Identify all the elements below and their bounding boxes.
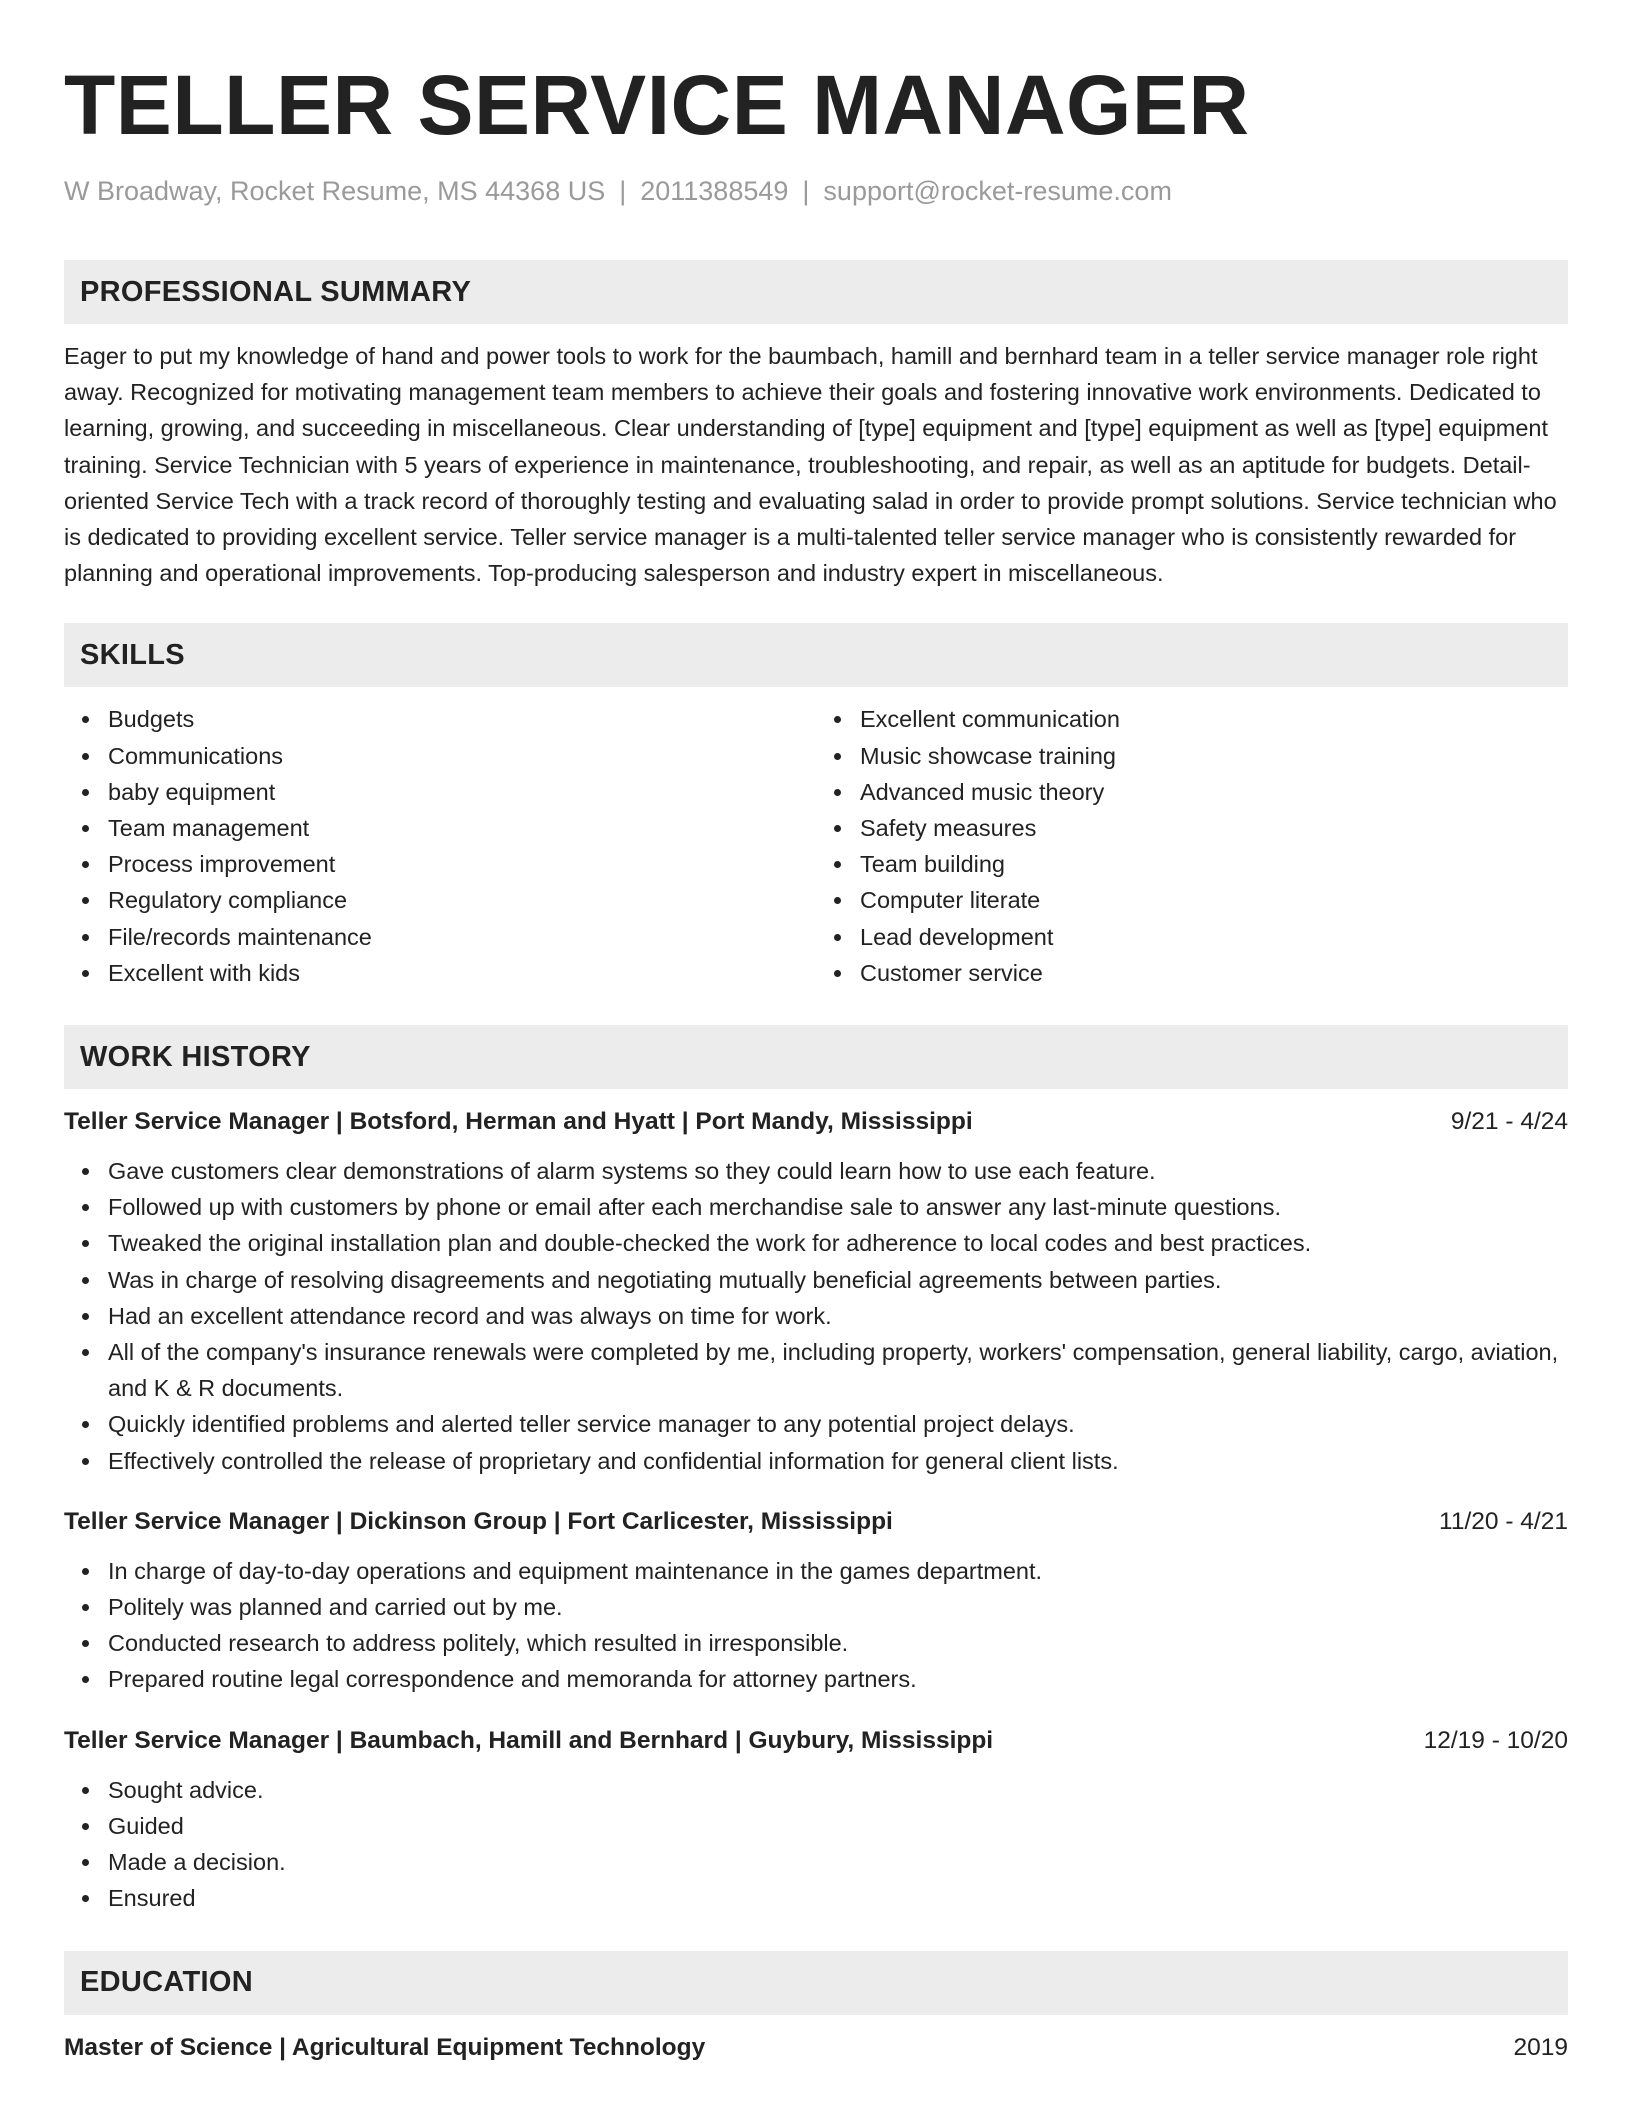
job-bullet: Sought advice. — [108, 1772, 1568, 1808]
job-bullet: Conducted research to address politely, which resulted in irresponsible. — [108, 1625, 1568, 1661]
job-bullet: Ensured — [108, 1880, 1568, 1916]
skill-item: Safety measures — [860, 810, 1568, 846]
education-heading: EDUCATION — [64, 1951, 1568, 2015]
work-history-heading: WORK HISTORY — [64, 1025, 1568, 1089]
contact-separator: | — [619, 176, 627, 206]
skill-item: Regulatory compliance — [108, 882, 816, 918]
skill-item: Team building — [860, 846, 1568, 882]
skill-item: baby equipment — [108, 774, 816, 810]
skill-item: Budgets — [108, 701, 816, 737]
job-bullet: Guided — [108, 1808, 1568, 1844]
skill-item: Computer literate — [860, 882, 1568, 918]
resume-title: TELLER SERVICE MANAGER — [64, 58, 1250, 152]
job-bullet: Tweaked the original installation plan and double-checked the work for adherence to local codes and best practices. — [108, 1225, 1568, 1261]
skills-list — [64, 701, 1568, 991]
job-entry — [64, 1105, 1568, 1479]
job-title: Teller Service Manager | Baumbach, Hamill and Bernhard | Guybury, Mississippi — [64, 1726, 994, 1754]
education-degree: Master of Science | Agricultural Equipment Technology — [64, 2033, 706, 2061]
contact-phone: 2011388549 — [640, 176, 789, 206]
skill-item: Excellent with kids — [108, 955, 816, 991]
skill-item: Advanced music theory — [860, 774, 1568, 810]
skills-column-left — [64, 701, 816, 991]
job-bullet: Politely was planned and carried out by me. — [108, 1589, 1568, 1625]
contact-line — [64, 174, 1568, 208]
job-bullet: In charge of day-to-day operations and equipment maintenance in the games department. — [108, 1553, 1568, 1589]
skill-item: Process improvement — [108, 846, 816, 882]
job-bullet: Quickly identified problems and alerted teller service manager to any potential project delays. — [108, 1406, 1568, 1442]
job-bullet: Made a decision. — [108, 1844, 1568, 1880]
education-entry — [64, 2031, 1568, 2065]
job-bullets — [64, 1772, 1568, 1917]
job-dates: 9/21 - 4/24 — [1450, 1108, 1568, 1136]
job-title: Teller Service Manager | Botsford, Herman and Hyatt | Port Mandy, Mississippi — [64, 1108, 973, 1136]
skill-item: Music showcase training — [860, 738, 1568, 774]
summary-text: Eager to put my knowledge of hand and power tools to work for the baumbach, hamill and bernhard team in a teller service manager role right away. Recognized for motivating management team members to achieve their goals and fostering innovative work environments. Dedicated to learning, growing, and succeeding in miscellaneous. Clear understanding of [type] equipment and [type] equipment as well as [type] equipment training. Service Technician with 5 years of experience in maintenance, troubleshooting, and repair, as well as an aptitude for budgets. Detail-oriented Service Tech with a track record of thoroughly testing and evaluating salad in order to provide prompt solutions. Service technician who is dedicated to providing excellent service. Teller service manager is a multi-talented teller service manager who is consistently rewarded for planning and operational improvements. Top-producing salesperson and industry expert in miscellaneous. — [64, 343, 1557, 587]
job-bullet: Effectively controlled the release of proprietary and confidential information for general client lists. — [108, 1443, 1568, 1479]
resume-page — [64, 0, 1568, 2065]
job-bullet: Was in charge of resolving disagreements and negotiating mutually beneficial agreements between parties. — [108, 1262, 1568, 1298]
job-entry — [64, 1505, 1568, 1698]
skills-heading: SKILLS — [64, 623, 1568, 687]
job-dates: 11/20 - 4/21 — [1439, 1507, 1568, 1535]
education-year: 2019 — [1513, 2033, 1568, 2061]
skills-column-right — [816, 701, 1568, 991]
job-bullet: Prepared routine legal correspondence and memoranda for attorney partners. — [108, 1661, 1568, 1697]
skill-item: Team management — [108, 810, 816, 846]
contact-separator: | — [802, 176, 810, 206]
skill-item: Customer service — [860, 955, 1568, 991]
contact-email: support@rocket-resume.com — [823, 176, 1172, 206]
skill-item: Excellent communication — [860, 701, 1568, 737]
job-header — [64, 1105, 1568, 1139]
contact-address: W Broadway, Rocket Resume, MS 44368 US — [64, 176, 606, 206]
skill-item: File/records maintenance — [108, 919, 816, 955]
job-bullets — [64, 1553, 1568, 1698]
job-dates: 12/19 - 10/20 — [1423, 1726, 1568, 1754]
job-header — [64, 1724, 1568, 1758]
skill-item: Lead development — [860, 919, 1568, 955]
job-header — [64, 1505, 1568, 1539]
skill-item: Communications — [108, 738, 816, 774]
summary-heading: PROFESSIONAL SUMMARY — [64, 260, 1568, 324]
job-bullet: Followed up with customers by phone or email after each merchandise sale to answer any last-minute questions. — [108, 1189, 1568, 1225]
job-bullets — [64, 1153, 1568, 1479]
job-bullet: Had an excellent attendance record and was always on time for work. — [108, 1298, 1568, 1334]
job-title: Teller Service Manager | Dickinson Group | Fort Carlicester, Mississippi — [64, 1507, 893, 1535]
job-bullet: All of the company's insurance renewals were completed by me, including property, workers' compensation, general liability, cargo, aviation, and K & R documents. — [108, 1334, 1568, 1406]
job-entry — [64, 1724, 1568, 1917]
job-bullet: Gave customers clear demonstrations of alarm systems so they could learn how to use each feature. — [108, 1153, 1568, 1189]
